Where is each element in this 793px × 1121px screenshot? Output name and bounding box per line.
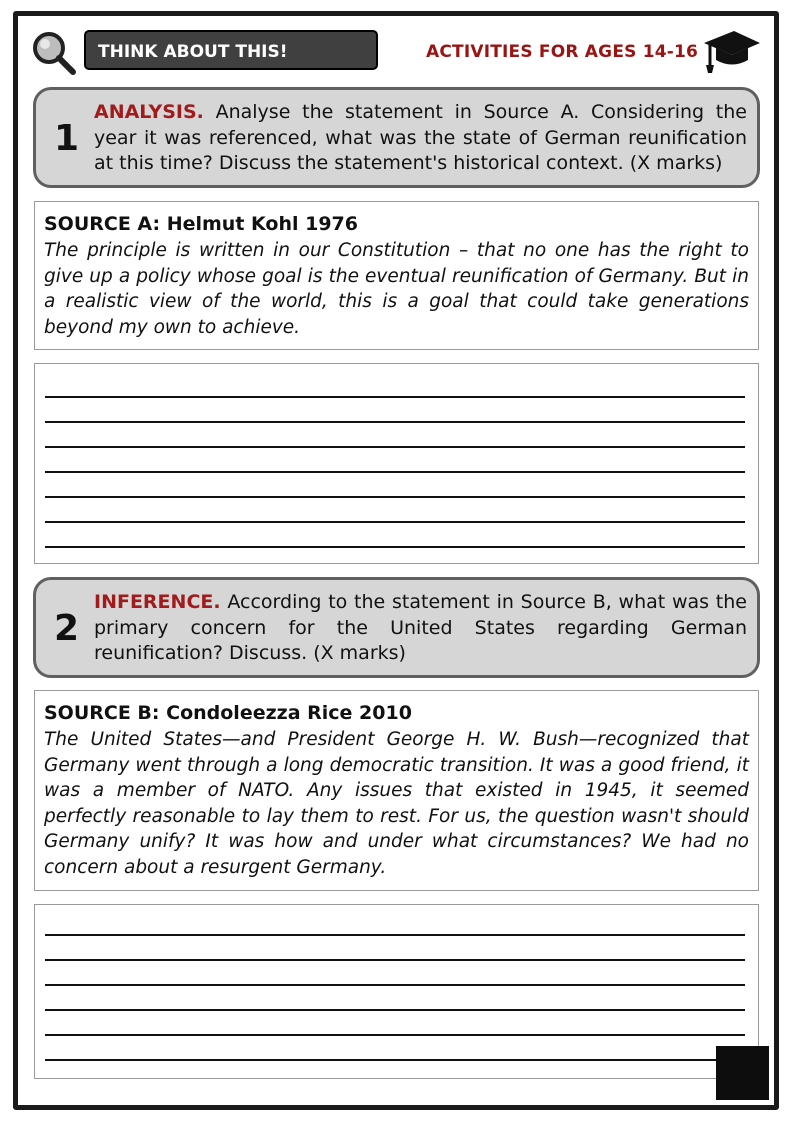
question-1-text [94,100,747,177]
source-b-text: The United States—and President George H. W. Bush—recognized that Germany went through a long democratic transition. It was a good friend, it was a member of NATO. Any issues that existed in 1945, it seemed perfectly reasonable to lay them to rest. For us, the question wasn't should Germany unify? It was how and under what circumstances? We had no concern about a resurgent Germany. [44,729,749,878]
answer-line [45,984,745,986]
source-a-title: SOURCE A: Helmut Kohl 1976 [44,213,359,235]
question-2-body: According to the statement in Source B, what was the primary concern for the United States regarding German reunification? Discuss. (X marks) [94,591,747,664]
question-1-box [33,87,760,188]
answer-area-2[interactable] [34,904,759,1079]
answer-area-1[interactable] [34,363,759,564]
answer-line [45,521,745,523]
question-2-text [94,590,747,667]
answer-line [45,1009,745,1011]
answer-line [45,1059,745,1061]
answer-line [45,471,745,473]
answer-line [45,396,745,398]
answer-line [45,496,745,498]
answer-line [45,1034,745,1036]
graduation-cap-icon [700,27,762,75]
source-b-box [34,690,759,891]
source-a-text: The principle is written in our Constitution – that no one has the right to give up a policy whose goal is the eventual reunification of Germany. But in a realistic view of the world, this is a goal that could take generations beyond my own to achieve. [44,240,749,338]
ages-label: ACTIVITIES FOR AGES 14-16 [426,42,699,62]
question-2-label: INFERENCE. [94,591,221,613]
corner-decoration [716,1046,769,1100]
answer-line [45,934,745,936]
answer-line [45,546,745,548]
answer-line [45,959,745,961]
magnifying-glass-icon [30,29,78,77]
think-about-this-badge: THINK ABOUT THIS! [84,30,378,70]
source-a-box [34,201,759,350]
answer-line [45,421,745,423]
source-b-title: SOURCE B: Condoleezza Rice 2010 [44,702,412,724]
question-1-label: ANALYSIS. [94,101,204,123]
answer-line [45,446,745,448]
question-2-box [33,577,760,678]
question-1-body: Analyse the statement in Source A. Considering the year it was referenced, what was the state of German reunification at this time? Discuss the statement's historical context. (X marks) [94,101,747,174]
question-1-number: 1 [54,118,80,159]
question-2-number: 2 [54,608,80,649]
